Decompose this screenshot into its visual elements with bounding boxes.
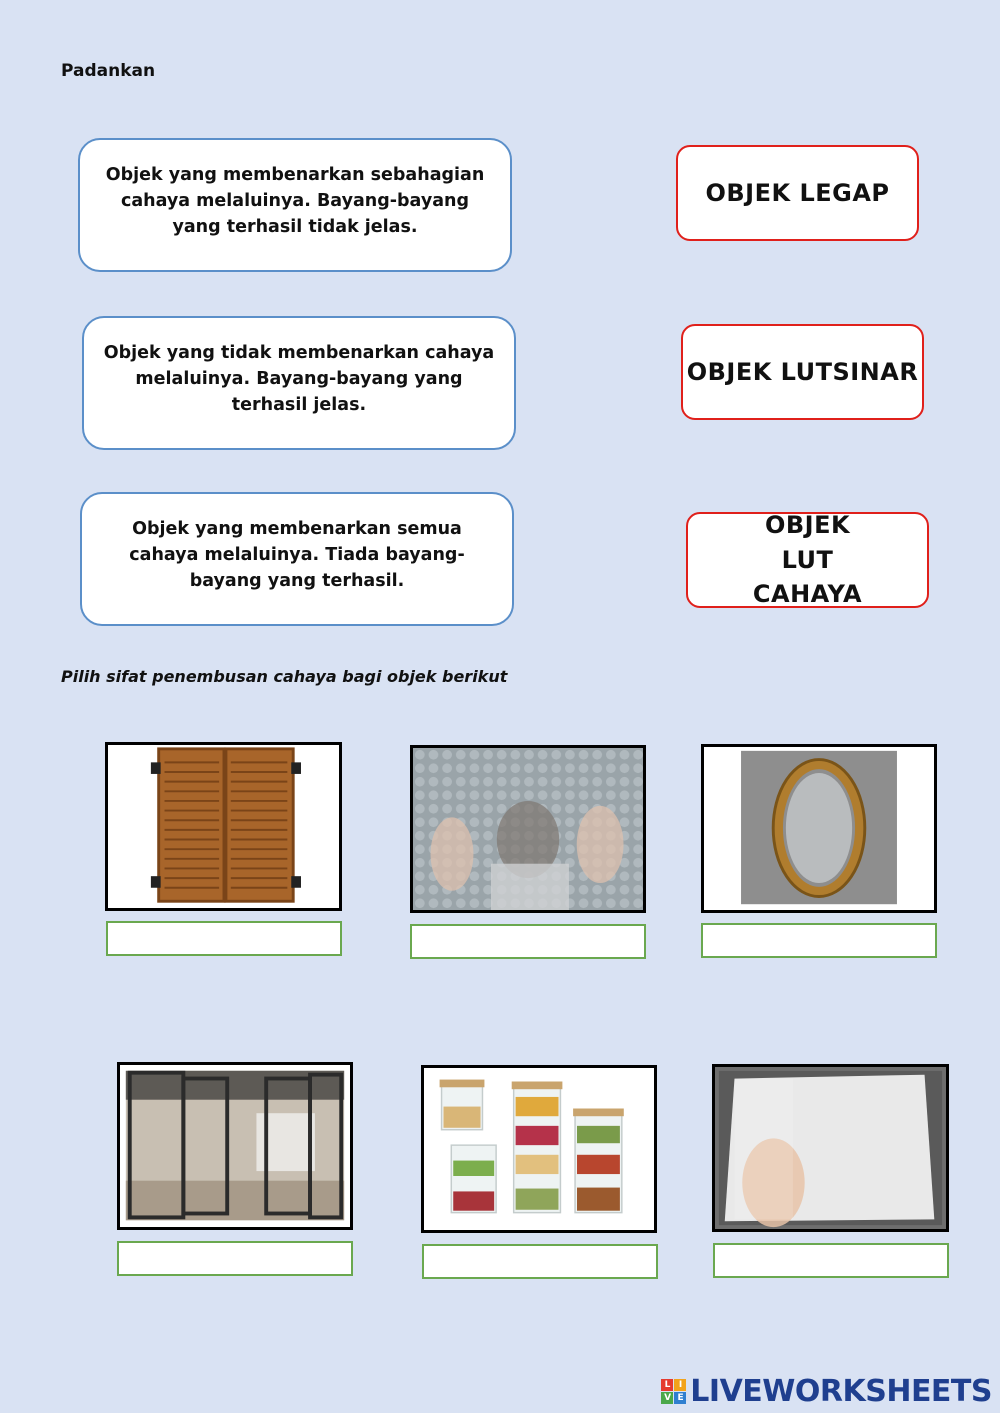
answer-input-5[interactable] <box>422 1244 658 1279</box>
answer-input-1[interactable] <box>106 921 342 956</box>
liveworksheets-logo <box>661 1374 992 1409</box>
description-box-2[interactable] <box>82 316 516 450</box>
description-text-3: Objek yang membenarkan semua cahaya melaluinya. Tiada bayang-bayang yang terhasil. <box>129 518 465 592</box>
wooden-shutter-icon <box>105 742 342 911</box>
section-subheading: Pilih sifat penembusan cahaya bagi objek berikut <box>61 667 508 686</box>
label-text-legap: OBJEK LEGAP <box>705 178 890 207</box>
label-box-legap[interactable] <box>676 145 919 241</box>
glass-jars-icon <box>421 1065 657 1233</box>
description-text-1: Objek yang membenarkan sebahagian cahaya melaluinya. Bayang-bayang yang terhasil tidak jelas. <box>105 164 485 238</box>
logo-letter-l: L <box>661 1379 673 1391</box>
logo-letter-v: V <box>661 1392 673 1404</box>
glass-door-icon <box>117 1062 353 1230</box>
logo-letter-i: I <box>674 1379 686 1391</box>
label-box-lutsinar[interactable] <box>681 324 924 420</box>
frosted-glass-icon <box>410 745 646 913</box>
liveworksheets-logo-icon <box>661 1379 686 1404</box>
answer-input-6[interactable] <box>713 1243 949 1278</box>
mirror-icon <box>701 744 937 913</box>
logo-letter-e: E <box>674 1392 686 1404</box>
answer-input-2[interactable] <box>410 924 646 959</box>
description-text-2: Objek yang tidak membenarkan cahaya melaluinya. Bayang-bayang yang terhasil jelas. <box>103 342 495 416</box>
answer-input-3[interactable] <box>701 923 937 958</box>
label-box-lut-cahaya[interactable] <box>686 512 929 608</box>
tracing-paper-icon <box>712 1064 949 1232</box>
label-text-lutsinar: OBJEK LUTSINAR <box>686 357 919 386</box>
label-text-lut-cahaya: OBJEK LUT CAHAYA <box>752 510 863 609</box>
page-heading: Padankan <box>61 61 156 81</box>
answer-input-4[interactable] <box>117 1241 353 1276</box>
brand-text: LIVEWORKSHEETS <box>690 1374 992 1409</box>
description-box-3[interactable] <box>80 492 514 626</box>
description-box-1[interactable] <box>78 138 512 272</box>
